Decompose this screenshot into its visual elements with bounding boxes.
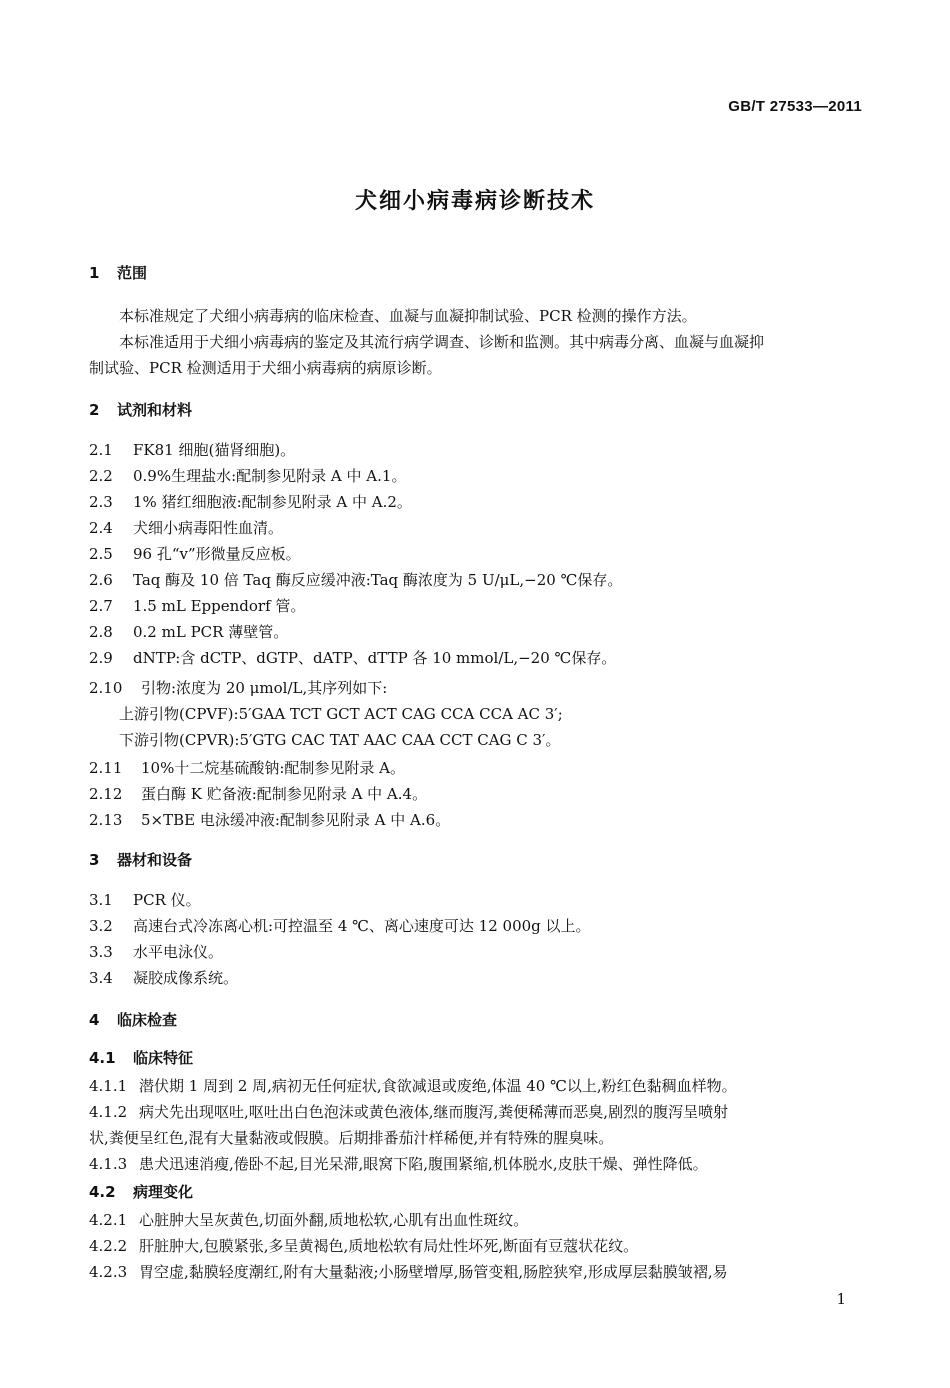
paragraph: 本标准适用于犬细小病毒病的鉴定及其流行病学调查、诊断和监测。其中病毒分离、血凝与血凝抑	[119, 333, 765, 351]
list-item: 2.4 犬细小病毒阳性血清。	[89, 519, 284, 537]
list-item: 4.2.1 心脏肿大呈灰黄色,切面外翻,质地松软,心肌有出血性斑纹。	[89, 1211, 529, 1229]
list-item: 2.6 Taq 酶及 10 倍 Taq 酶反应缓冲液:Taq 酶浓度为 5 U/μL,−20 ℃保存。	[89, 571, 623, 589]
list-item: 2.8 0.2 mL PCR 薄壁管。	[89, 623, 289, 641]
paragraph-continuation: 状,粪便呈红色,混有大量黏液或假膜。后期排番茄汁样稀便,并有特殊的腥臭味。	[89, 1129, 614, 1147]
list-item: 2.7 1.5 mL Eppendorf 管。	[89, 597, 306, 615]
list-item: 4.1.1 潜伏期 1 周到 2 周,病初无任何症状,食欲减退或废绝,体温 40 ℃以上,粉红色黏稠血样物。	[89, 1077, 737, 1095]
list-item: 2.11 10%十二烷基硫酸钠:配制参见附录 A。	[89, 759, 405, 777]
list-item: 2.10 引物:浓度为 20 μmol/L,其序列如下:	[89, 679, 388, 697]
list-item: 2.13 5×TBE 电泳缓冲液:配制参见附录 A 中 A.6。	[89, 811, 451, 829]
list-item: 2.2 0.9%生理盐水:配制参见附录 A 中 A.1。	[89, 467, 407, 485]
section-heading: 3 器材和设备	[89, 851, 193, 869]
section-heading: 1 范围	[89, 264, 148, 282]
list-item: 2.5 96 孔“v”形微量反应板。	[89, 545, 301, 563]
subsection-heading: 4.2 病理变化	[89, 1183, 194, 1201]
paragraph: 本标准规定了犬细小病毒病的临床检查、血凝与血凝抑制试验、PCR 检测的操作方法。	[119, 307, 697, 325]
list-item: 3.3 水平电泳仪。	[89, 943, 224, 961]
list-item: 4.2.3 胃空虚,黏膜轻度潮红,附有大量黏液;小肠壁增厚,肠管变粗,肠腔狭窄,形成厚层黏膜皱褶,易	[89, 1263, 728, 1281]
list-item: 2.9 dNTP:含 dCTP、dGTP、dATP、dTTP 各 10 mmol/L,−20 ℃保存。	[89, 649, 617, 667]
primer-forward: 上游引物(CPVF):5′GAA TCT GCT ACT CAG CCA CCA AC 3′;	[119, 705, 563, 723]
list-item: 4.1.2 病犬先出现呕吐,呕吐出白色泡沫或黄色液体,继而腹泻,粪便稀薄而恶臭,剧烈的腹泻呈喷射	[89, 1103, 729, 1121]
page-number: 1	[836, 1290, 846, 1308]
list-item: 3.1 PCR 仪。	[89, 891, 201, 909]
list-item: 4.1.3 患犬迅速消瘦,倦卧不起,目光呆滞,眼窝下陷,腹围紧缩,机体脱水,皮肤干燥、弹性降低。	[89, 1155, 708, 1173]
list-item: 2.12 蛋白酶 K 贮备液:配制参见附录 A 中 A.4。	[89, 785, 428, 803]
list-item: 2.3 1% 猪红细胞液:配制参见附录 A 中 A.2。	[89, 493, 412, 511]
list-item: 2.1 FK81 细胞(猫肾细胞)。	[89, 441, 296, 459]
primer-reverse: 下游引物(CPVR):5′GTG CAC TAT AAC CAA CCT CAG C 3′。	[119, 731, 561, 749]
paragraph-continuation: 制试验、PCR 检测适用于犬细小病毒病的病原诊断。	[89, 359, 442, 377]
subsection-heading: 4.1 临床特征	[89, 1049, 194, 1067]
standard-code: GB/T 27533—2011	[728, 98, 862, 115]
section-heading: 4 临床检查	[89, 1011, 178, 1029]
section-heading: 2 试剂和材料	[89, 401, 193, 419]
list-item: 4.2.2 肝脏肿大,包膜紧张,多呈黄褐色,质地松软有局灶性坏死,断面有豆蔻状花纹。	[89, 1237, 639, 1255]
list-item: 3.2 高速台式冷冻离心机:可控温至 4 ℃、离心速度可达 12 000g 以上。	[89, 917, 591, 935]
list-item: 3.4 凝胶成像系统。	[89, 969, 239, 987]
document-title: 犬细小病毒病诊断技术	[354, 189, 595, 214]
